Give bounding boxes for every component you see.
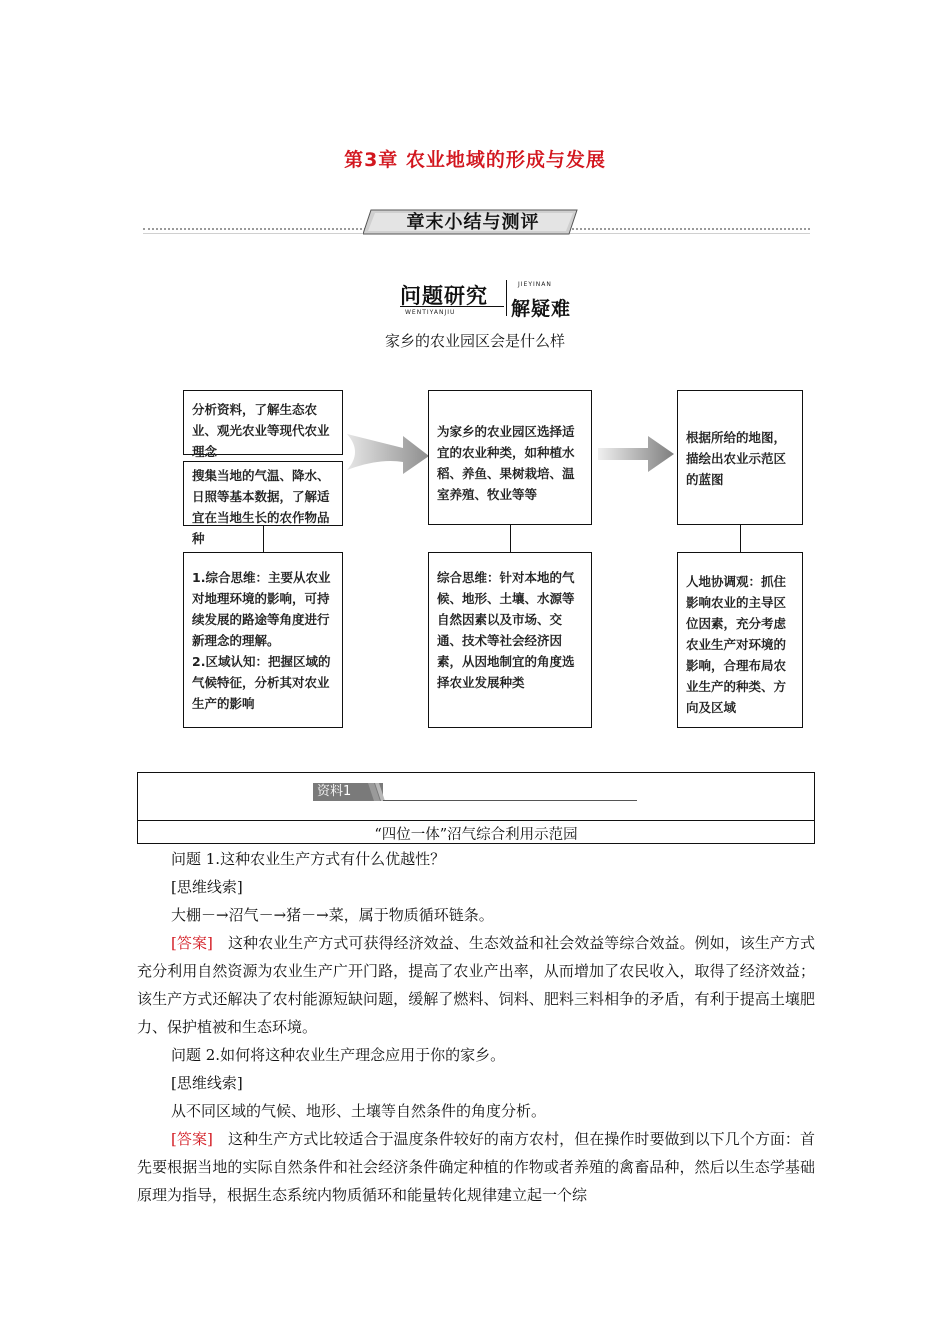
section-banner xyxy=(363,206,583,236)
flow-box-draw-blueprint xyxy=(677,390,803,525)
flow-subtitle: 家乡的农业园区会是什么样 xyxy=(384,332,565,350)
answer-tag: [答案] xyxy=(171,934,213,952)
section-heading-right-pinyin: JIEYINAN xyxy=(518,281,552,288)
flow-box-text: 为家乡的农业园区选择适宜的农业种类，如种植水稻、养鱼、果树栽培、温室养殖、牧业等等 xyxy=(437,424,575,502)
answer-2 xyxy=(137,1125,815,1209)
clue-label-2: [思维线索] xyxy=(171,1074,243,1092)
chapter-title: 第3章 农业地域的形成与发展 xyxy=(344,149,606,171)
flow-connector xyxy=(740,525,741,552)
flow-box-text: 2.区域认知：把握区域的气候特征，分析其对农业生产的影响 xyxy=(192,654,331,711)
flow-box-choose-type xyxy=(428,390,592,525)
question-1: 问题 1.这种农业生产方式有什么优越性？ xyxy=(171,850,446,868)
flow-box-text: 根据所给的地图，描绘出农业示范区的蓝图 xyxy=(686,430,787,487)
answer-tag: [答案] xyxy=(171,1130,213,1148)
flow-arrow-1 xyxy=(345,428,431,478)
section-heading-rule xyxy=(400,306,504,307)
answer-1 xyxy=(137,929,815,1041)
flow-box-literacy-1 xyxy=(183,552,343,728)
flow-box-literacy-3 xyxy=(677,552,803,728)
section-heading-left: 问题研究 xyxy=(400,284,488,308)
flow-connector xyxy=(510,525,511,552)
section-heading-divider xyxy=(506,280,507,316)
material-caption: “四位一体”沼气综合利用示范园 xyxy=(374,827,578,843)
flow-box-analyze-materials xyxy=(183,390,343,459)
material-label-stripes xyxy=(368,783,388,801)
question-2: 问题 2.如何将这种农业生产理念应用于你的家乡。 xyxy=(171,1046,506,1064)
answer-text: 这种生产方式比较适合于温度条件较好的南方农村，但在操作时要做到以下几个方面：首先要根据当地的实际自然条件和社会经济条件确定种植的作物或者养殖的禽畜品种，然后以生态学基础原理为指导，根据生态系统内物质循环和能量转化规律建立起一个综 xyxy=(137,1130,815,1204)
clue-label-1: [思维线索] xyxy=(171,878,243,896)
flow-connector xyxy=(263,526,264,552)
answer-text: 这种农业生产方式可获得经济效益、生态效益和社会效益等综合效益。例如，该生产方式充分利用自然资源为农业生产广开门路，提高了农业产出率，从而增加了农民收入，取得了经济效益；该生产方式还解决了农村能源短缺问题，缓解了燃料、饲料、肥料三料相争的矛盾，有利于提高土壤肥力、保护植被和生态环境。 xyxy=(137,934,815,1036)
flow-box-text: 综合思维：针对本地的气候、地形、土壤、水源等自然因素以及市场、交通、技术等社会经济因素，从因地制宜的角度选择农业发展种类 xyxy=(437,570,575,690)
flow-box-text: 搜集当地的气温、降水、日照等基本数据，了解适宜在当地生长的农作物品种 xyxy=(192,468,330,546)
flow-box-text: 人地协调观：抓住影响农业的主导区位因素，充分考虑农业生产对环境的影响，合理布局农业生产的种类、方向及区域 xyxy=(686,574,787,715)
clue-2: 从不同区域的气候、地形、土壤等自然条件的角度分析。 xyxy=(171,1102,547,1120)
flow-box-collect-data xyxy=(183,461,343,546)
material-label-rule xyxy=(383,800,637,801)
flow-box-literacy-2 xyxy=(428,552,592,728)
clue-1: 大棚－→沼气－→猪－→菜，属于物质循环链条。 xyxy=(171,906,494,924)
material-table-divider xyxy=(137,820,815,821)
section-heading-right: 解疑难 xyxy=(511,298,572,320)
banner-title: 章末小结与测评 xyxy=(406,212,540,233)
flow-box-text: 1.综合思维：主要从农业对地理环境的影响，可持续发展的路途等角度进行新理念的理解。 xyxy=(192,570,331,648)
section-heading-left-pinyin: WENTIYANJIU xyxy=(405,309,456,316)
flow-arrow-2 xyxy=(596,432,676,476)
material-label-text: 资料1 xyxy=(317,784,352,799)
flow-box-text: 分析资料，了解生态农业、观光农业等现代农业理念 xyxy=(192,402,330,459)
